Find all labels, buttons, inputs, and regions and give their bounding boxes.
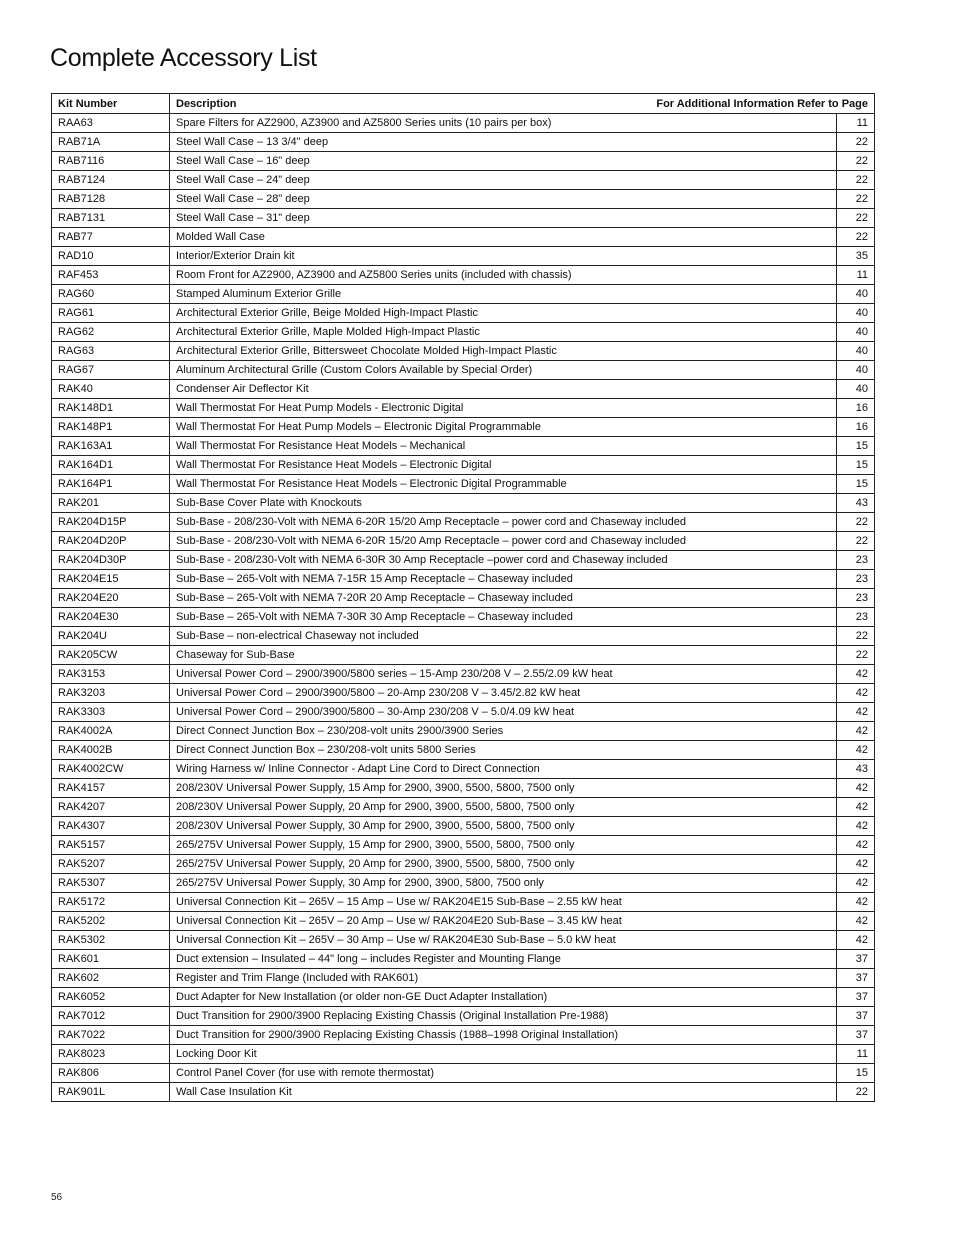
page-cell: 11 (836, 266, 874, 285)
kit-number-cell: RAB7131 (52, 209, 170, 228)
page-cell: 22 (836, 228, 874, 247)
table-row (52, 513, 875, 532)
table-row (52, 760, 875, 779)
table-row (52, 152, 875, 171)
page-cell: 42 (836, 874, 874, 893)
page-cell: 40 (836, 304, 874, 323)
page-cell: 42 (836, 703, 874, 722)
table-row (52, 570, 875, 589)
table-row (52, 1064, 875, 1083)
page-cell: 16 (836, 418, 874, 437)
page-cell: 37 (836, 988, 874, 1007)
kit-number-cell: RAK4307 (52, 817, 170, 836)
table-row (52, 1083, 875, 1102)
kit-number-cell: RAB7128 (52, 190, 170, 209)
kit-number-cell: RAG67 (52, 361, 170, 380)
kit-number-cell: RAG60 (52, 285, 170, 304)
kit-number-cell: RAG62 (52, 323, 170, 342)
table-row (52, 399, 875, 418)
table-row (52, 133, 875, 152)
kit-number-cell: RAK204E15 (52, 570, 170, 589)
description-cell: Wall Thermostat For Resistance Heat Models – Mechanical (170, 437, 837, 456)
table-row (52, 1045, 875, 1064)
kit-number-cell: RAD10 (52, 247, 170, 266)
table-row (52, 893, 875, 912)
table-row (52, 608, 875, 627)
kit-number-cell: RAK7022 (52, 1026, 170, 1045)
page-cell: 11 (836, 114, 874, 133)
table-row (52, 912, 875, 931)
table-row (52, 627, 875, 646)
page-cell: 42 (836, 912, 874, 931)
table-row (52, 190, 875, 209)
table-header-row (52, 94, 875, 114)
page-cell: 40 (836, 323, 874, 342)
description-cell: Wall Thermostat For Heat Pump Models - Electronic Digital (170, 399, 837, 418)
page-cell: 22 (836, 171, 874, 190)
table-row (52, 532, 875, 551)
description-cell: Steel Wall Case – 28" deep (170, 190, 837, 209)
table-row (52, 741, 875, 760)
kit-number-cell: RAK3303 (52, 703, 170, 722)
page-cell: 37 (836, 950, 874, 969)
description-cell: 265/275V Universal Power Supply, 15 Amp for 2900, 3900, 5500, 5800, 7500 only (170, 836, 837, 855)
kit-number-cell: RAK164D1 (52, 456, 170, 475)
description-cell: Steel Wall Case – 24" deep (170, 171, 837, 190)
description-cell: Condenser Air Deflector Kit (170, 380, 837, 399)
description-cell: Universal Connection Kit – 265V – 15 Amp – Use w/ RAK204E15 Sub-Base – 2.55 kW heat (170, 893, 837, 912)
page-cell: 37 (836, 1007, 874, 1026)
description-cell: Wall Thermostat For Resistance Heat Models – Electronic Digital Programmable (170, 475, 837, 494)
page-cell: 22 (836, 1083, 874, 1102)
description-cell: Sub-Base – 265-Volt with NEMA 7-15R 15 Amp Receptacle – Chaseway included (170, 570, 837, 589)
table-row (52, 171, 875, 190)
table-row (52, 475, 875, 494)
description-cell: 265/275V Universal Power Supply, 20 Amp for 2900, 3900, 5500, 5800, 7500 only (170, 855, 837, 874)
description-cell: Wall Thermostat For Resistance Heat Models – Electronic Digital (170, 456, 837, 475)
page-cell: 11 (836, 1045, 874, 1064)
description-cell: Sub-Base - 208/230-Volt with NEMA 6-20R 15/20 Amp Receptacle – power cord and Chaseway included (170, 532, 837, 551)
table-row (52, 228, 875, 247)
kit-number-cell: RAK4157 (52, 779, 170, 798)
page-cell: 37 (836, 969, 874, 988)
page-cell: 23 (836, 589, 874, 608)
table-row (52, 1007, 875, 1026)
description-cell: Register and Trim Flange (Included with RAK601) (170, 969, 837, 988)
page-cell: 23 (836, 551, 874, 570)
kit-number-cell: RAK4002A (52, 722, 170, 741)
description-cell: Sub-Base – non-electrical Chaseway not included (170, 627, 837, 646)
kit-number-cell: RAK201 (52, 494, 170, 513)
kit-number-cell: RAK5202 (52, 912, 170, 931)
page-cell: 40 (836, 361, 874, 380)
page-cell: 15 (836, 456, 874, 475)
page-title: Complete Accessory List (50, 44, 317, 72)
kit-number-cell: RAK204U (52, 627, 170, 646)
table-row (52, 494, 875, 513)
kit-number-cell: RAK4207 (52, 798, 170, 817)
table-row (52, 836, 875, 855)
description-cell: Wiring Harness w/ Inline Connector - Adapt Line Cord to Direct Connection (170, 760, 837, 779)
description-cell: Molded Wall Case (170, 228, 837, 247)
description-cell: Universal Connection Kit – 265V – 30 Amp – Use w/ RAK204E30 Sub-Base – 5.0 kW heat (170, 931, 837, 950)
table-row (52, 646, 875, 665)
header-kit-number: Kit Number (52, 94, 170, 114)
table-row (52, 950, 875, 969)
table-row (52, 931, 875, 950)
description-cell: Duct Adapter for New Installation (or older non-GE Duct Adapter Installation) (170, 988, 837, 1007)
page-cell: 43 (836, 760, 874, 779)
table-row (52, 437, 875, 456)
table-row (52, 551, 875, 570)
description-cell: Steel Wall Case – 16" deep (170, 152, 837, 171)
description-cell: Aluminum Architectural Grille (Custom Colors Available by Special Order) (170, 361, 837, 380)
page-cell: 42 (836, 684, 874, 703)
table-row (52, 418, 875, 437)
description-cell: 208/230V Universal Power Supply, 20 Amp for 2900, 3900, 5500, 5800, 7500 only (170, 798, 837, 817)
table-row (52, 323, 875, 342)
kit-number-cell: RAB7116 (52, 152, 170, 171)
kit-number-cell: RAK7012 (52, 1007, 170, 1026)
description-cell: Sub-Base - 208/230-Volt with NEMA 6-20R 15/20 Amp Receptacle – power cord and Chaseway included (170, 513, 837, 532)
kit-number-cell: RAF453 (52, 266, 170, 285)
page-cell: 42 (836, 798, 874, 817)
table-row (52, 114, 875, 133)
page-cell: 42 (836, 722, 874, 741)
page-cell: 22 (836, 627, 874, 646)
kit-number-cell: RAK601 (52, 950, 170, 969)
description-cell: Sub-Base – 265-Volt with NEMA 7-20R 20 Amp Receptacle – Chaseway included (170, 589, 837, 608)
description-cell: Duct Transition for 2900/3900 Replacing Existing Chassis (1988–1998 Original Installation) (170, 1026, 837, 1045)
description-cell: Steel Wall Case – 13 3/4" deep (170, 133, 837, 152)
description-cell: Wall Case Insulation Kit (170, 1083, 837, 1102)
table-row (52, 969, 875, 988)
table-row (52, 247, 875, 266)
page-cell: 42 (836, 931, 874, 950)
page-cell: 22 (836, 152, 874, 171)
page-cell: 22 (836, 190, 874, 209)
kit-number-cell: RAK163A1 (52, 437, 170, 456)
page-cell: 23 (836, 608, 874, 627)
description-cell: 265/275V Universal Power Supply, 30 Amp for 2900, 3900, 5800, 7500 only (170, 874, 837, 893)
table-row (52, 874, 875, 893)
page-cell: 16 (836, 399, 874, 418)
page-cell: 42 (836, 779, 874, 798)
table-row (52, 665, 875, 684)
kit-number-cell: RAK5307 (52, 874, 170, 893)
kit-number-cell: RAK3203 (52, 684, 170, 703)
table-row (52, 589, 875, 608)
description-cell: Universal Power Cord – 2900/3900/5800 – 30-Amp 230/208 V – 5.0/4.09 kW heat (170, 703, 837, 722)
kit-number-cell: RAK204D20P (52, 532, 170, 551)
kit-number-cell: RAK204E30 (52, 608, 170, 627)
accessory-table (51, 93, 875, 1102)
page-number: 56 (51, 1192, 63, 1203)
header-refer-page: For Additional Information Refer to Page (656, 97, 868, 110)
description-cell: Locking Door Kit (170, 1045, 837, 1064)
description-cell: Universal Power Cord – 2900/3900/5800 – 20-Amp 230/208 V – 3.45/2.82 kW heat (170, 684, 837, 703)
description-cell: Room Front for AZ2900, AZ3900 and AZ5800 Series units (included with chassis) (170, 266, 837, 285)
kit-number-cell: RAK4002B (52, 741, 170, 760)
description-cell: Sub-Base - 208/230-Volt with NEMA 6-30R 30 Amp Receptacle –power cord and Chaseway included (170, 551, 837, 570)
page-cell: 22 (836, 646, 874, 665)
table-row (52, 456, 875, 475)
page-cell: 22 (836, 513, 874, 532)
kit-number-cell: RAK6052 (52, 988, 170, 1007)
page-cell: 43 (836, 494, 874, 513)
kit-number-cell: RAB71A (52, 133, 170, 152)
kit-number-cell: RAK164P1 (52, 475, 170, 494)
header-description: Description (176, 97, 237, 110)
kit-number-cell: RAK8023 (52, 1045, 170, 1064)
page-cell: 42 (836, 741, 874, 760)
description-cell: Wall Thermostat For Heat Pump Models – Electronic Digital Programmable (170, 418, 837, 437)
description-cell: Spare Filters for AZ2900, AZ3900 and AZ5800 Series units (10 pairs per box) (170, 114, 837, 133)
page-cell: 15 (836, 437, 874, 456)
kit-number-cell: RAK4002CW (52, 760, 170, 779)
page-cell: 42 (836, 893, 874, 912)
table-row (52, 817, 875, 836)
header-description-cell (170, 94, 875, 114)
description-cell: Stamped Aluminum Exterior Grille (170, 285, 837, 304)
page-cell: 42 (836, 665, 874, 684)
description-cell: Chaseway for Sub-Base (170, 646, 837, 665)
table-row (52, 342, 875, 361)
kit-number-cell: RAB7124 (52, 171, 170, 190)
kit-number-cell: RAA63 (52, 114, 170, 133)
description-cell: 208/230V Universal Power Supply, 30 Amp for 2900, 3900, 5500, 5800, 7500 only (170, 817, 837, 836)
description-cell: Duct Transition for 2900/3900 Replacing Existing Chassis (Original Installation Pre-1988) (170, 1007, 837, 1026)
kit-number-cell: RAK204D30P (52, 551, 170, 570)
kit-number-cell: RAB77 (52, 228, 170, 247)
description-cell: Architectural Exterior Grille, Bittersweet Chocolate Molded High-Impact Plastic (170, 342, 837, 361)
kit-number-cell: RAG61 (52, 304, 170, 323)
table-row (52, 798, 875, 817)
table-row (52, 779, 875, 798)
description-cell: Interior/Exterior Drain kit (170, 247, 837, 266)
kit-number-cell: RAK3153 (52, 665, 170, 684)
description-cell: Architectural Exterior Grille, Maple Molded High-Impact Plastic (170, 323, 837, 342)
page-cell: 15 (836, 475, 874, 494)
description-cell: Duct extension – Insulated – 44" long – includes Register and Mounting Flange (170, 950, 837, 969)
kit-number-cell: RAK5207 (52, 855, 170, 874)
kit-number-cell: RAK204D15P (52, 513, 170, 532)
table-row (52, 1026, 875, 1045)
table-row (52, 266, 875, 285)
page-cell: 40 (836, 342, 874, 361)
kit-number-cell: RAK602 (52, 969, 170, 988)
description-cell: Sub-Base – 265-Volt with NEMA 7-30R 30 Amp Receptacle – Chaseway included (170, 608, 837, 627)
page-cell: 37 (836, 1026, 874, 1045)
table-body (52, 114, 875, 1102)
description-cell: Steel Wall Case – 31" deep (170, 209, 837, 228)
table-row (52, 285, 875, 304)
kit-number-cell: RAK901L (52, 1083, 170, 1102)
description-cell: Architectural Exterior Grille, Beige Molded High-Impact Plastic (170, 304, 837, 323)
description-cell: Universal Power Cord – 2900/3900/5800 series – 15-Amp 230/208 V – 2.55/2.09 kW heat (170, 665, 837, 684)
kit-number-cell: RAK5302 (52, 931, 170, 950)
page-cell: 42 (836, 855, 874, 874)
page-cell: 22 (836, 209, 874, 228)
table-row (52, 722, 875, 741)
kit-number-cell: RAG63 (52, 342, 170, 361)
description-cell: Sub-Base Cover Plate with Knockouts (170, 494, 837, 513)
kit-number-cell: RAK204E20 (52, 589, 170, 608)
kit-number-cell: RAK40 (52, 380, 170, 399)
kit-number-cell: RAK148P1 (52, 418, 170, 437)
page-cell: 15 (836, 1064, 874, 1083)
page-cell: 23 (836, 570, 874, 589)
page-cell: 40 (836, 285, 874, 304)
page-cell: 35 (836, 247, 874, 266)
table-row (52, 684, 875, 703)
kit-number-cell: RAK205CW (52, 646, 170, 665)
kit-number-cell: RAK148D1 (52, 399, 170, 418)
description-cell: Control Panel Cover (for use with remote thermostat) (170, 1064, 837, 1083)
description-cell: 208/230V Universal Power Supply, 15 Amp for 2900, 3900, 5500, 5800, 7500 only (170, 779, 837, 798)
table-row (52, 380, 875, 399)
kit-number-cell: RAK806 (52, 1064, 170, 1083)
kit-number-cell: RAK5172 (52, 893, 170, 912)
description-cell: Universal Connection Kit – 265V – 20 Amp – Use w/ RAK204E20 Sub-Base – 3.45 kW heat (170, 912, 837, 931)
page-cell: 42 (836, 836, 874, 855)
kit-number-cell: RAK5157 (52, 836, 170, 855)
page-cell: 42 (836, 817, 874, 836)
table-row (52, 855, 875, 874)
page-cell: 22 (836, 133, 874, 152)
table-row (52, 361, 875, 380)
table-row (52, 988, 875, 1007)
description-cell: Direct Connect Junction Box – 230/208-volt units 5800 Series (170, 741, 837, 760)
table-row (52, 209, 875, 228)
description-cell: Direct Connect Junction Box – 230/208-volt units 2900/3900 Series (170, 722, 837, 741)
page-cell: 22 (836, 532, 874, 551)
table-row (52, 304, 875, 323)
page-cell: 40 (836, 380, 874, 399)
table-row (52, 703, 875, 722)
